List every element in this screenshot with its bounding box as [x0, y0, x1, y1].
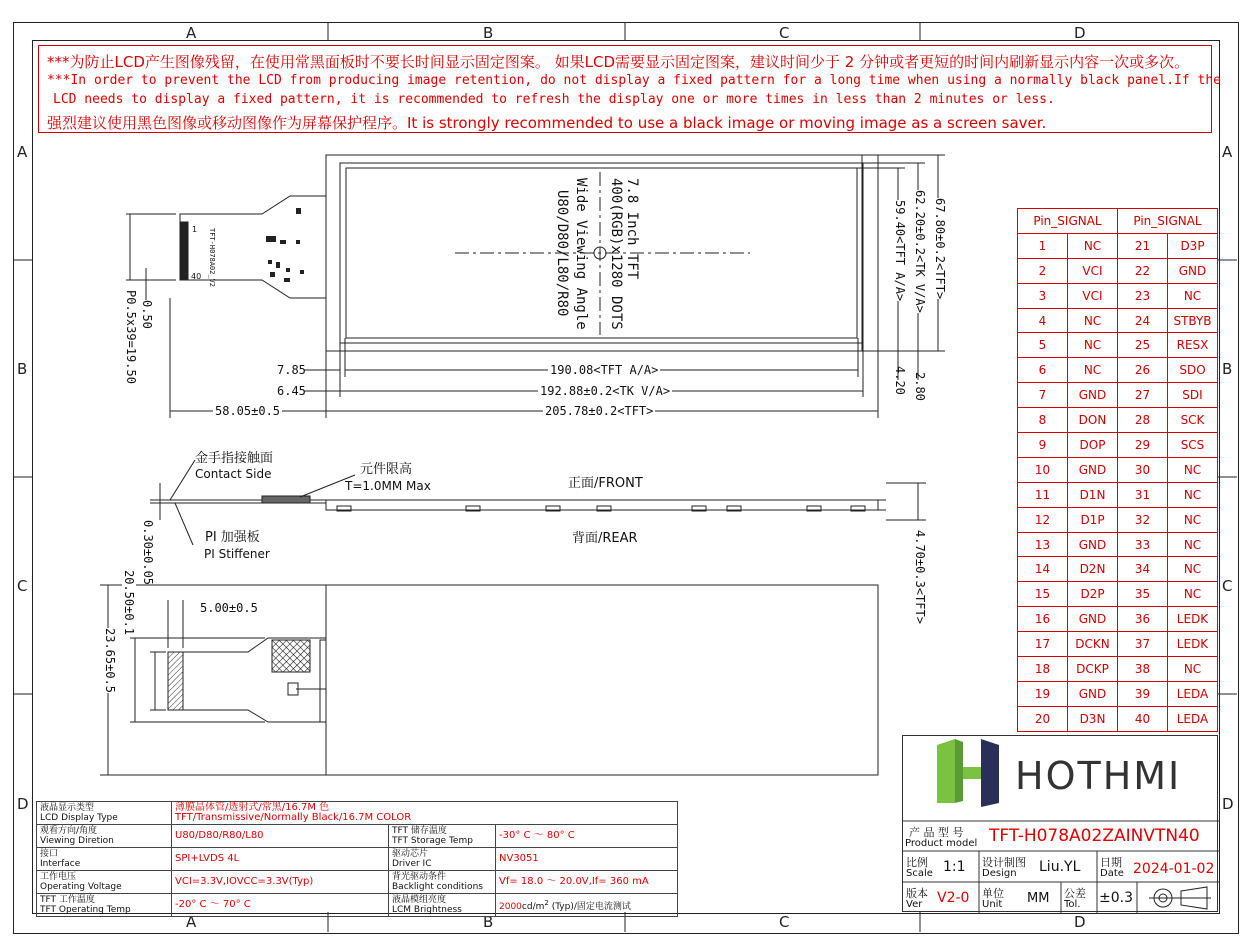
spec-storage-cn: TFT 储存温度: [392, 826, 447, 836]
unit-label-cn: 单位: [982, 887, 1004, 900]
spec-bright-en: LCM Brightness: [392, 905, 462, 915]
zone-label-col-a-top: A: [186, 24, 197, 42]
pin-number: 24: [1118, 308, 1168, 333]
zone-label-col-c-bottom: C: [779, 913, 790, 931]
screen-view-text: Wide Viewing Angle: [573, 178, 589, 330]
dim-190: 190.08<TFT A/A>: [550, 363, 659, 377]
pin-number: 37: [1118, 632, 1168, 657]
pi-stiffener-cn: PI 加强板: [205, 530, 260, 545]
pin-number: 21: [1118, 233, 1168, 258]
pin-number: 8: [1018, 408, 1068, 433]
pin-number: 18: [1018, 657, 1068, 682]
spec-display-type-cn: 液晶显示类型: [40, 803, 95, 813]
pin-number: 9: [1018, 433, 1068, 458]
pin-number: 10: [1018, 457, 1068, 482]
scale-value: 1:1: [943, 859, 966, 875]
pin-header-left: Pin_SIGNAL: [1018, 209, 1118, 234]
pin-number: 28: [1118, 408, 1168, 433]
screen-size-text: 7.8 Inch TFT: [624, 178, 640, 280]
pin-number: 12: [1018, 507, 1068, 532]
warning-line-cn: ***为防止LCD产生图像残留，在使用常黑面板时不要长时间显示固定图案。 如果LCD需要显示固定图案，建议时间少于 2 分钟或者更短的时间内刷新显示内容一次或多次。: [47, 53, 1190, 71]
dim-23-65: 23.65±0.5: [103, 628, 117, 694]
spec-bright-rest: (Typ)/固定电流测试: [548, 902, 631, 912]
pin-row: [1018, 632, 1218, 657]
pin-signal: GND: [1168, 258, 1218, 283]
spec-storage-en: TFT Storage Temp: [392, 836, 473, 846]
zone-label-row-c-left: C: [17, 577, 28, 595]
pin-signal: D2P: [1068, 582, 1118, 607]
pin-signal: LEDA: [1168, 706, 1218, 731]
front-label: 正面/FRONT: [568, 476, 643, 491]
pin-signal: D1P: [1068, 507, 1118, 532]
model-value: TFT-H078A02ZAINVTN40: [989, 826, 1200, 846]
pin-signal: NC: [1168, 532, 1218, 557]
pin-signal: GND: [1068, 607, 1118, 632]
ver-value: V2-0: [937, 890, 970, 906]
spec-volt-cn: 工作电压: [40, 872, 77, 882]
pin-signal: DCKN: [1068, 632, 1118, 657]
dim-pitch: P0.5x39=19.50: [124, 290, 138, 384]
pin-signal: NC: [1168, 457, 1218, 482]
spec-view-en: Viewing Diretion: [40, 836, 114, 846]
spec-storage-value: -30° C ～ 80° C: [496, 825, 678, 848]
pin-table-header: [1018, 209, 1218, 234]
pin-row: [1018, 607, 1218, 632]
pin-signal: NC: [1168, 657, 1218, 682]
pin-row: [1018, 482, 1218, 507]
spec-volt-en: Operating Voltage: [40, 882, 122, 892]
spec-optemp-value: -20° C ～ 70° C: [172, 894, 389, 917]
spec-optemp-en: TFT Operating Temp: [40, 905, 131, 915]
zone-label-row-c-right: C: [1222, 577, 1233, 595]
pin-signal: LEDA: [1168, 681, 1218, 706]
pin-number: 3: [1018, 283, 1068, 308]
warning-line-en-1: ***In order to prevent the LCD from producing image retention, do not display a fixed pattern for a long time when using a normally black panel.If the: [47, 73, 1221, 88]
pin-row: [1018, 433, 1218, 458]
pin-signal: SCS: [1168, 433, 1218, 458]
pin-signal: D1N: [1068, 482, 1118, 507]
pin-number: 23: [1118, 283, 1168, 308]
pin-signal: NC: [1168, 582, 1218, 607]
tol-value: ±0.3: [1099, 890, 1133, 906]
pin-signal: LEDK: [1168, 607, 1218, 632]
pin-number: 22: [1118, 258, 1168, 283]
pin-table: [1017, 208, 1218, 732]
pin-number: 32: [1118, 507, 1168, 532]
spec-optemp-cn: TFT 工作温度: [40, 895, 95, 905]
zone-label-col-a-bottom: A: [186, 913, 197, 931]
pin-signal: GND: [1068, 457, 1118, 482]
design-value: Liu.YL: [1039, 859, 1081, 875]
rear-panel-outline: [326, 585, 878, 775]
pin-row: [1018, 657, 1218, 682]
model-label-cn: 产 品 型 号: [909, 826, 964, 839]
unit-value: MM: [1027, 891, 1050, 906]
spec-view-value: U80/D80/R80/L80: [172, 825, 389, 848]
pin-signal: NC: [1068, 308, 1118, 333]
pin-row: [1018, 233, 1218, 258]
model-label-en: Product model: [905, 838, 978, 849]
contact-side-en: Contact Side: [195, 467, 272, 481]
pin-number: 30: [1118, 457, 1168, 482]
zone-label-row-b-right: B: [1222, 360, 1233, 378]
pin-signal: D3P: [1168, 233, 1218, 258]
warning-line-en-2: LCD needs to display a fixed pattern, it is recommended to refresh the display one or more times in less than 2 minutes or less.: [53, 92, 1055, 107]
spec-iface-cn: 接口: [40, 849, 59, 859]
pin-row: [1018, 507, 1218, 532]
rear-label: 背面/REAR: [572, 531, 638, 546]
dim-58: 58.05±0.5: [215, 404, 281, 418]
pin-signal: VCI: [1068, 258, 1118, 283]
pin-number: 16: [1018, 607, 1068, 632]
design-label-en: Design: [982, 868, 1017, 879]
pin-number: 33: [1118, 532, 1168, 557]
pin-signal: STBYB: [1168, 308, 1218, 333]
pin-number: 40: [1118, 706, 1168, 731]
pin-signal: SCK: [1168, 408, 1218, 433]
spec-iface-en: Interface: [40, 859, 81, 869]
pin-number: 13: [1018, 532, 1068, 557]
spec-bright-unit: cd/m: [521, 902, 545, 912]
pin-row: [1018, 258, 1218, 283]
pin-row: [1018, 557, 1218, 582]
dim-205: 205.78±0.2<TFT>: [545, 404, 654, 418]
warning-line-saver: 强烈建议使用黑色图像或移动图像作为屏幕保护程序。It is strongly recommended to use a black image or moving image as a screen saver.: [47, 114, 1047, 132]
zone-label-row-d-left: D: [17, 795, 29, 813]
pin-signal: NC: [1068, 233, 1118, 258]
pin-row: [1018, 408, 1218, 433]
spec-view-cn: 观看方向/角度: [40, 826, 98, 836]
spec-display-type-v1: 薄膜晶体管/透射式/常黑/16.7M 色: [175, 802, 330, 813]
pin-number: 14: [1018, 557, 1068, 582]
pin-number: 35: [1118, 582, 1168, 607]
scale-label-cn: 比例: [906, 856, 928, 869]
panel-outline: [326, 155, 878, 351]
pin-row: [1018, 283, 1218, 308]
pin-signal: GND: [1068, 383, 1118, 408]
spec-bright-value: 2000: [499, 902, 522, 912]
pin-number: 5: [1018, 333, 1068, 358]
dim-4-70: 4.70±0.3<TFT>: [913, 530, 927, 624]
pin-number: 38: [1118, 657, 1168, 682]
dim-2-80: 2.80: [913, 372, 927, 401]
zone-label-col-c-top: C: [779, 24, 790, 42]
title-block: [902, 735, 1218, 912]
spec-bl-en: Backlight conditions: [392, 882, 483, 892]
pin-number: 4: [1018, 308, 1068, 333]
pin-signal: D2N: [1068, 557, 1118, 582]
zone-label-row-a-left: A: [17, 143, 28, 161]
spec-bright-cn: 液晶模组亮度: [392, 895, 447, 905]
spec-display-type-en: LCD Display Type: [40, 813, 118, 823]
dim-0-50: 0.50: [140, 300, 154, 329]
pin-number: 1: [1018, 233, 1068, 258]
pin-number: 25: [1118, 333, 1168, 358]
spec-iface-value: SPI+LVDS 4L: [172, 848, 389, 871]
pin-signal: RESX: [1168, 333, 1218, 358]
zone-label-col-d-top: D: [1074, 24, 1086, 42]
projection-symbol-icon: [1147, 885, 1213, 911]
pin-row: [1018, 383, 1218, 408]
pin-number: 2: [1018, 258, 1068, 283]
spec-volt-value: VCI=3.3V,IOVCC=3.3V(Typ): [172, 871, 389, 894]
pin-number: 29: [1118, 433, 1168, 458]
pin-number: 7: [1018, 383, 1068, 408]
pin-row: [1018, 582, 1218, 607]
dim-7-85: 7.85: [277, 363, 306, 377]
pin-number: 17: [1018, 632, 1068, 657]
pin-signal: GND: [1068, 681, 1118, 706]
pin-signal: DOP: [1068, 433, 1118, 458]
pin-number: 19: [1018, 681, 1068, 706]
pin-number: 11: [1018, 482, 1068, 507]
spec-driver-value: NV3051: [496, 848, 678, 871]
spec-bright-cell: [496, 894, 678, 917]
pin-signal: NC: [1168, 482, 1218, 507]
pin-row: [1018, 681, 1218, 706]
unit-label-en: Unit: [982, 899, 1003, 910]
pin-number: 36: [1118, 607, 1168, 632]
pin-row: [1018, 308, 1218, 333]
pin-signal: SDO: [1168, 358, 1218, 383]
pi-stiffener-en: PI Stiffener: [204, 547, 270, 561]
contact-side-cn: 金手指接触面: [195, 451, 274, 466]
zone-label-row-a-right: A: [1222, 143, 1233, 161]
date-value: 2024-01-02: [1133, 861, 1215, 877]
spec-driver-cn: 驱动芯片: [392, 849, 429, 859]
pin-signal: D3N: [1068, 706, 1118, 731]
dim-0-30: 0.30±0.05: [141, 520, 155, 586]
dim-6-45: 6.45: [277, 384, 306, 398]
pin-row: [1018, 457, 1218, 482]
spec-table: [36, 801, 678, 917]
pin-signal: NC: [1168, 557, 1218, 582]
spec-bl-value: Vf= 18.0 ～ 20.0V,If= 360 mA: [496, 871, 678, 894]
ver-label-cn: 版本: [906, 887, 928, 900]
screen-angle-text: U80/D80/L80/R80: [554, 190, 570, 317]
pin-number: 39: [1118, 681, 1168, 706]
design-label-cn: 设计制图: [982, 856, 1026, 869]
pin-signal: NC: [1068, 358, 1118, 383]
pin-signal: VCI: [1068, 283, 1118, 308]
pin-row: [1018, 532, 1218, 557]
pin-signal: NC: [1168, 507, 1218, 532]
tol-label-cn: 公差: [1064, 887, 1086, 900]
pin-row: [1018, 358, 1218, 383]
pin-number: 20: [1018, 706, 1068, 731]
pin-header-right: Pin_SIGNAL: [1118, 209, 1218, 234]
dim-67-80: 67.80±0.2<TFT>: [933, 198, 947, 300]
pin-number: 27: [1118, 383, 1168, 408]
screen-res-text: 400(RGB)x1280 DOTS: [608, 178, 624, 330]
pin-number: 6: [1018, 358, 1068, 383]
dim-62-20: 62.20±0.2<TK V/A>: [913, 190, 927, 313]
pin-signal: DON: [1068, 408, 1118, 433]
component-height-max: T=1.0MM Max: [345, 479, 431, 493]
component-height-cn: 元件限高: [360, 462, 413, 477]
dim-20-50: 20.50±0.1: [122, 570, 136, 636]
hothmi-logo-icon: [933, 739, 1013, 809]
pin-number: 34: [1118, 557, 1168, 582]
zone-label-row-b-left: B: [17, 360, 28, 378]
pin-signal: LEDK: [1168, 632, 1218, 657]
pin-number: 15: [1018, 582, 1068, 607]
pin-row: [1018, 333, 1218, 358]
zone-label-row-d-right: D: [1222, 795, 1234, 813]
pin-signal: DCKP: [1068, 657, 1118, 682]
dim-4-20: 4.20: [893, 366, 907, 395]
pin-signal: NC: [1168, 283, 1218, 308]
fpc-pin40-label: 40: [191, 272, 202, 281]
spec-bright-sup: 2: [544, 899, 549, 907]
ver-label-en: Ver: [906, 899, 923, 910]
pin-number: 31: [1118, 482, 1168, 507]
zone-label-col-b-top: B: [483, 24, 494, 42]
fpc-pin1-label: 1: [192, 225, 198, 234]
dim-5-00: 5.00±0.5: [200, 601, 258, 615]
spec-bl-cn: 背光驱动条件: [392, 872, 447, 882]
spec-driver-en: Driver IC: [392, 859, 432, 869]
pin-signal: NC: [1068, 333, 1118, 358]
brand-name: HOTHMI: [1015, 754, 1182, 798]
dim-192: 192.88±0.2<TK V/A>: [540, 384, 671, 398]
tol-label-en: Tol.: [1064, 899, 1081, 910]
zone-label-col-d-bottom: D: [1074, 913, 1086, 931]
pin-signal: GND: [1068, 532, 1118, 557]
dim-59-40: 59.40<TFT A/A>: [893, 200, 907, 302]
date-label-cn: 日期: [1100, 856, 1122, 869]
pin-row: [1018, 706, 1218, 731]
pin-signal: SDI: [1168, 383, 1218, 408]
scale-label-en: Scale: [906, 868, 933, 879]
fpc-part-text: TFT-H078A02_V2: [208, 228, 216, 288]
pin-number: 26: [1118, 358, 1168, 383]
spec-display-type-v2: TFT/Transmissive/Normally Black/16.7M COLOR: [175, 812, 412, 823]
zone-label-col-b-bottom: B: [483, 913, 494, 931]
date-label-en: Date: [1100, 868, 1124, 879]
